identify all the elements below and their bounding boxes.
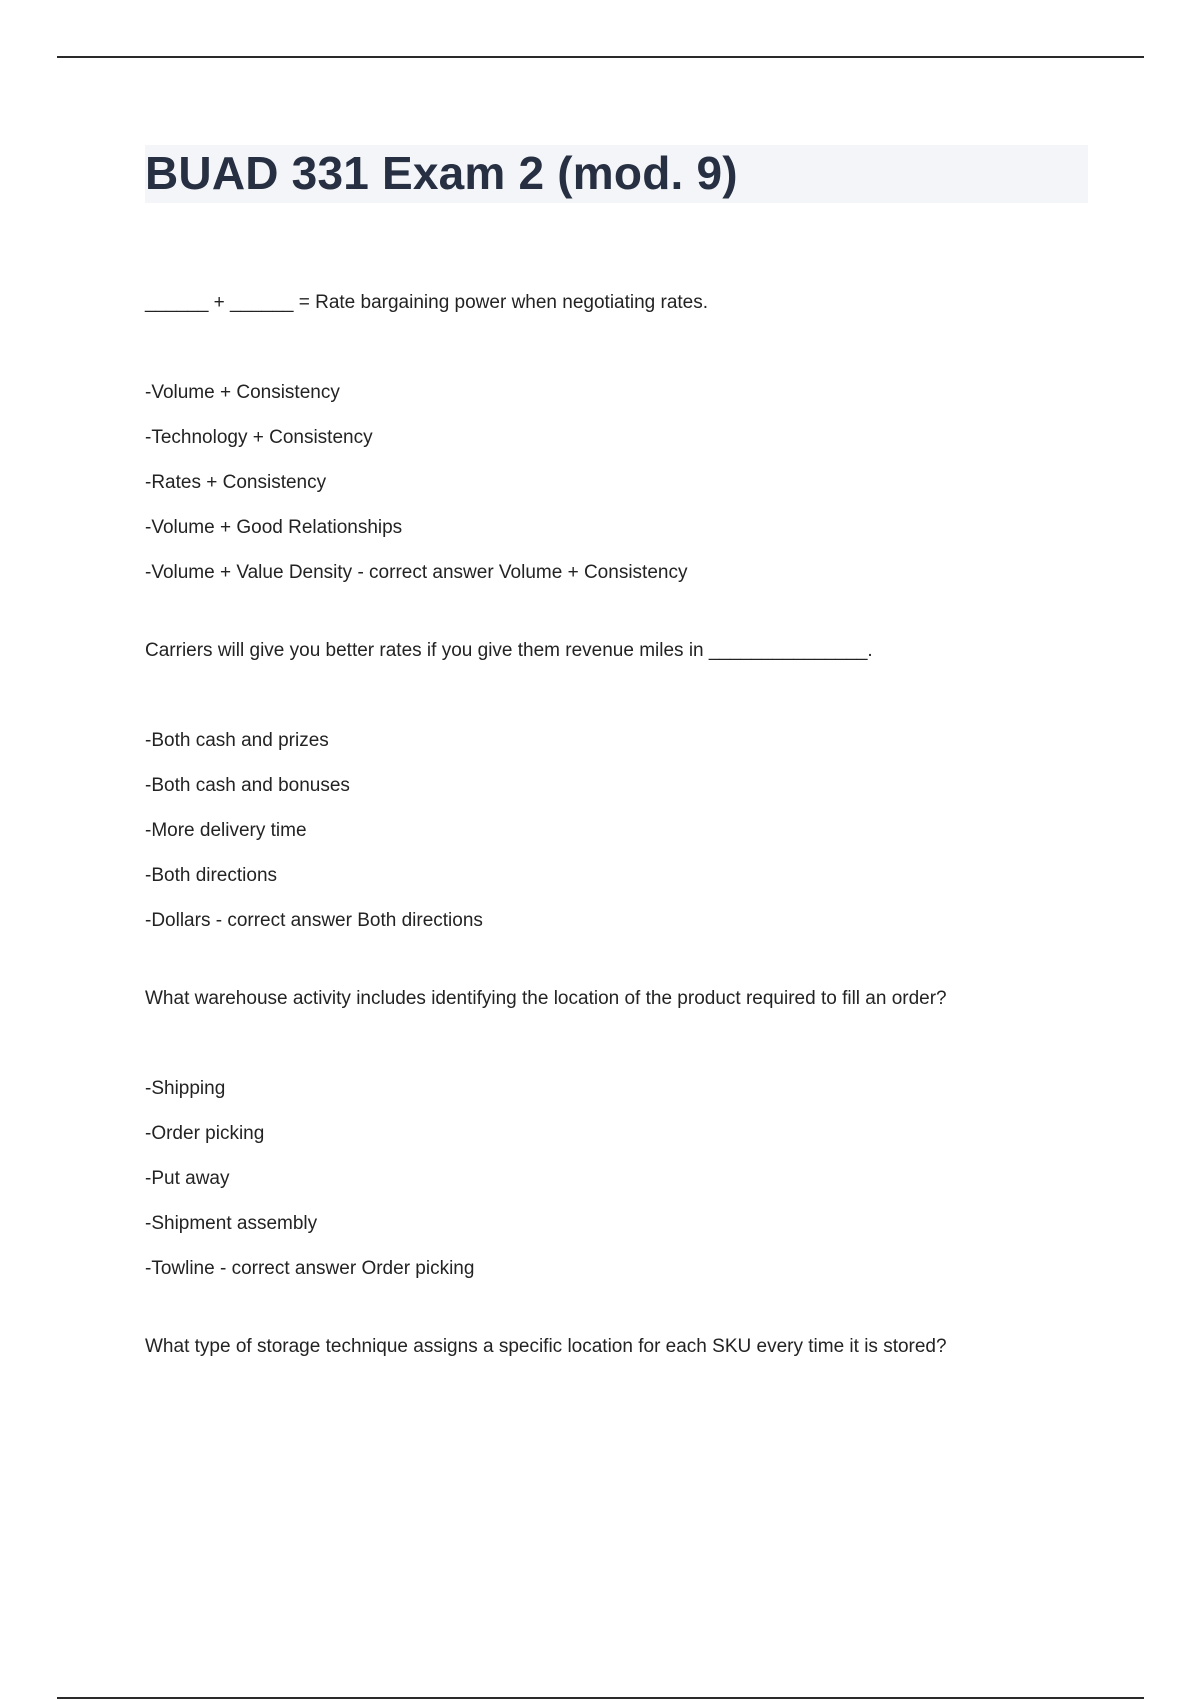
answer-option: -Shipment assembly — [145, 1213, 318, 1234]
answer-option: -Both cash and bonuses — [145, 775, 350, 796]
answer-option: -Order picking — [145, 1123, 265, 1144]
answer-option: -Shipping — [145, 1078, 226, 1099]
question-text: What type of storage technique assigns a specific location for each SKU every time it is stored? — [145, 1336, 947, 1357]
answer-option: -Technology + Consistency — [145, 427, 373, 448]
document-body — [145, 290, 1105, 1424]
top-rule — [57, 56, 1144, 58]
question-block-2 — [145, 638, 1105, 934]
question-text: ______ + ______ = Rate bargaining power when negotiating rates. — [145, 292, 709, 313]
question-block-3 — [145, 986, 1105, 1282]
bottom-rule — [57, 1697, 1144, 1699]
question-text: Carriers will give you better rates if you give them revenue miles in _______________. — [145, 640, 873, 661]
answer-option: -Volume + Consistency — [145, 382, 340, 403]
answer-option: -Put away — [145, 1168, 230, 1189]
answer-option: -Towline - correct answer Order picking — [145, 1258, 475, 1279]
answer-options — [145, 380, 1105, 586]
answer-option: -Dollars - correct answer Both directions — [145, 910, 483, 931]
answer-option: -Rates + Consistency — [145, 472, 327, 493]
document-title: BUAD 331 Exam 2 (mod. 9) — [145, 147, 738, 199]
answer-option: -More delivery time — [145, 820, 307, 841]
question-block-1 — [145, 290, 1105, 586]
answer-options — [145, 1076, 1105, 1282]
answer-option: -Both cash and prizes — [145, 730, 329, 751]
answer-options — [145, 728, 1105, 934]
answer-option: -Volume + Value Density - correct answer Volume + Consistency — [145, 562, 688, 583]
answer-option: -Volume + Good Relationships — [145, 517, 403, 538]
answer-option: -Both directions — [145, 865, 278, 886]
question-text: What warehouse activity includes identifying the location of the product required to fill an order? — [145, 988, 947, 1009]
question-block-4 — [145, 1334, 1105, 1360]
